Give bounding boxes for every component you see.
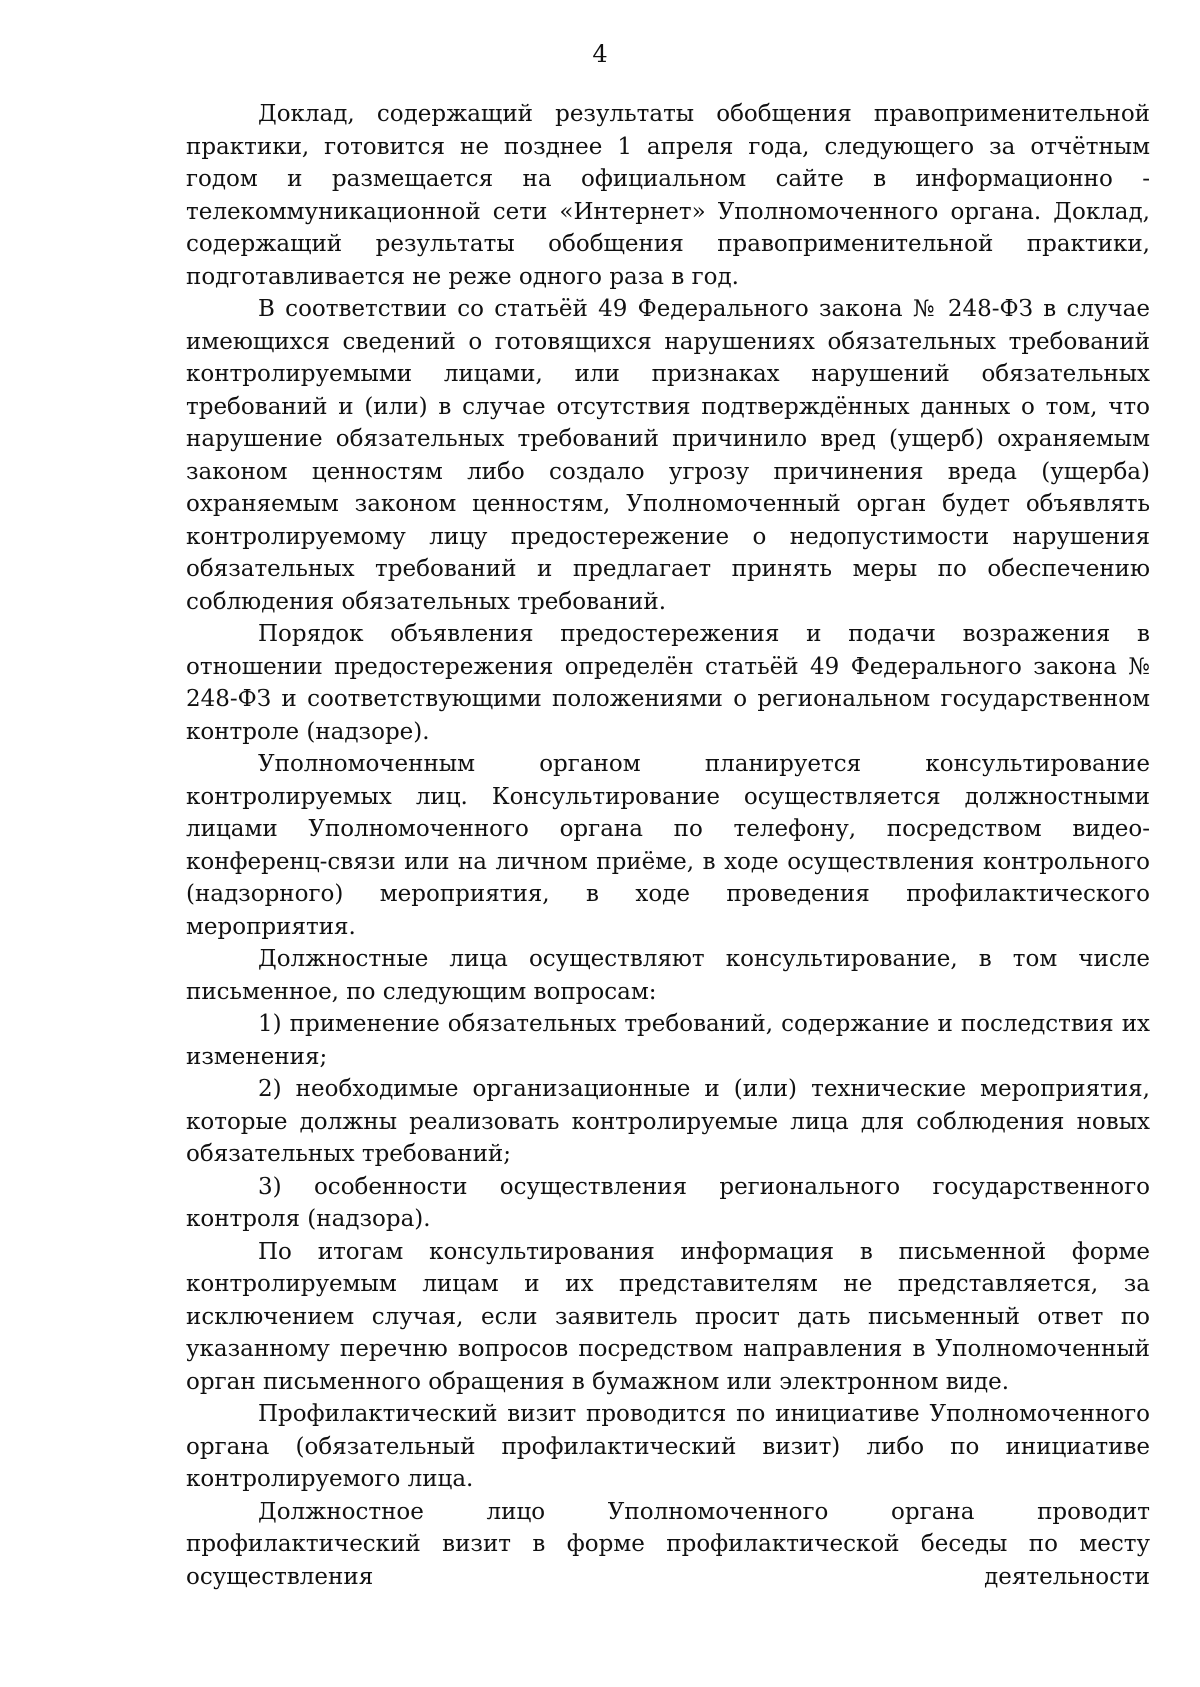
list-item-2: 2) необходимые организационные и (или) технические мероприятия, которые должны реализовать контролируемые лица для соблюдения новых обязательных требований; (186, 1076, 1150, 1167)
document-body (186, 98, 1150, 1593)
list-item-1: 1) применение обязательных требований, содержание и последствия их изменения; (186, 1011, 1150, 1070)
paragraph-preventive-visit: Профилактический визит проводится по инициативе Уполномоченного органа (обязательный профилактический визит) либо по инициативе контролируемого лица. (186, 1401, 1150, 1492)
paragraph-report-publication: Доклад, содержащий результаты обобщения правоприменительной практики, готовится не позднее 1 апреля года, следующего за отчётным годом и размещается на официальном сайте в информационно - телекоммуникационной сети «Интернет» Уполномоченного органа. Доклад, содержащий результаты обобщения правоприменительной практики, подготавливается не реже одного раза в год. (186, 101, 1150, 290)
paragraph-warning: В соответствии со статьёй 49 Федерального закона № 248-ФЗ в случае имеющихся сведений о готовящихся нарушениях обязательных требований контролируемыми лицами, или признаках нарушений обязательных требований и (или) в случае отсутствия подтверждённых данных о том, что нарушение обязательных требований причинило вред (ущерб) охраняемым законом ценностям либо создало угрозу причинения вреда (ущерба) охраняемым законом ценностям, Уполномоченный орган будет объявлять контролируемому лицу предостережение о недопустимости нарушения обязательных требований и предлагает принять меры по обеспечению соблюдения обязательных требований. (186, 296, 1150, 615)
paragraph-warning-procedure: Порядок объявления предостережения и подачи возражения в отношении предостережения определён статьёй 49 Федерального закона № 248-ФЗ и соответствующими положениями о региональном государственном контроле (надзоре). (186, 621, 1150, 745)
paragraph-consulting-topics: Должностные лица осуществляют консультирование, в том числе письменное, по следующим вопросам: (186, 946, 1150, 1005)
paragraph-preventive-visit-form: Должностное лицо Уполномоченного органа проводит профилактический визит в форме профилактической беседы по месту осуществления деятельности (186, 1498, 1150, 1590)
list-item-3: 3) особенности осуществления регионального государственного контроля (надзора). (186, 1173, 1150, 1232)
paragraph-consulting: Уполномоченным органом планируется консультирование контролируемых лиц. Консультирование осуществляется должностными лицами Уполномоченного органа по телефону, посредством видео-конференц-связи или на личном приёме, в ходе осуществления контрольного (надзорного) мероприятия, в ходе проведения профилактического мероприятия. (186, 751, 1150, 940)
page-number: 4 (592, 40, 608, 68)
paragraph-consulting-results: По итогам консультирования информация в письменной форме контролируемым лицам и их представителям не представляется, за исключением случая, если заявитель просит дать письменный ответ по указанному перечню вопросов посредством направления в Уполномоченный орган письменного обращения в бумажном или электронном виде. (186, 1238, 1150, 1395)
